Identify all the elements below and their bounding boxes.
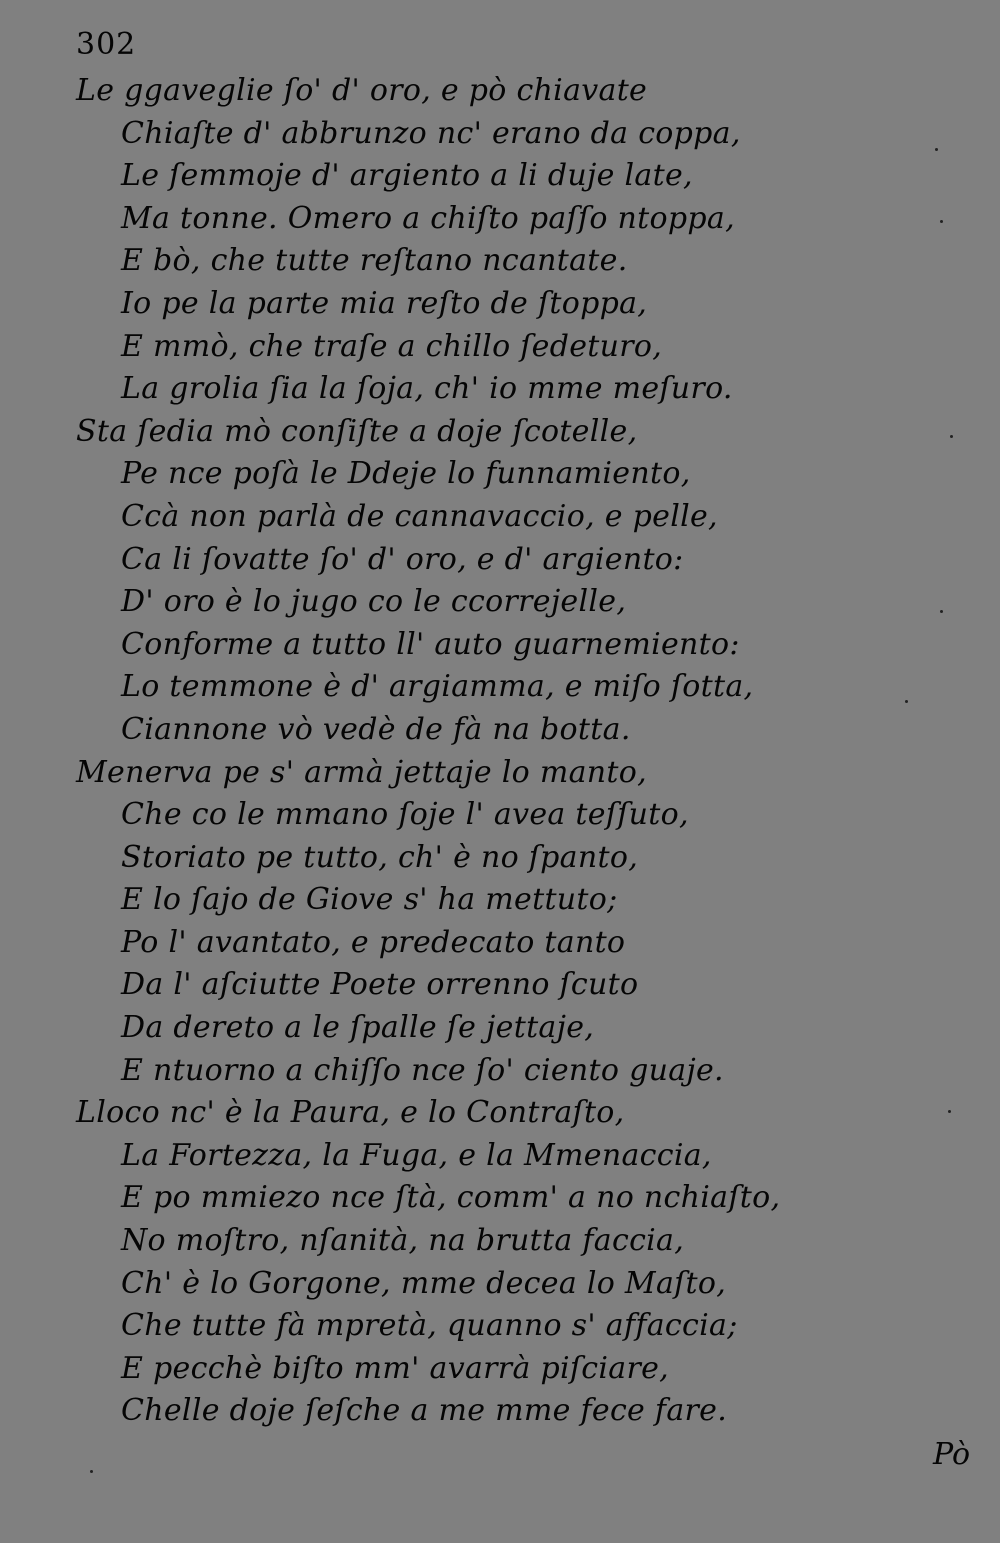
poem-line: Ma tonne. Omero a chiſto paſſo ntoppa, [121, 200, 735, 236]
poem-line: Lo temmone è d' argiamma, e miſo ſotta, [121, 669, 754, 705]
poem-line: Le ſemmoje d' argiento a li duje late, [121, 158, 693, 194]
poem-line: Po l' avantato, e predecato tanto [121, 924, 626, 960]
poem-line: La Fortezza, la Fuga, e la Mmenaccia, [121, 1137, 712, 1173]
poem-text [76, 70, 956, 1433]
poem-line: Da l' aſciutte Poete orrenno ſcuto [121, 967, 639, 1003]
poem-line: E lo ſajo de Giove s' ha mettuto; [121, 882, 618, 918]
print-speck [940, 220, 943, 223]
poem-line: Ch' è lo Gorgone, mme decea lo Maſto, [121, 1265, 727, 1301]
catchword: Pò [932, 1437, 970, 1472]
poem-line: Lloco nc' è la Paura, e lo Contraſto, [76, 1095, 625, 1131]
poem-line: Chelle doje ſeſche a me mme fece fare. [121, 1393, 728, 1429]
print-speck [935, 148, 938, 151]
poem-line: Pe nce poſà le Ddeje lo funnamiento, [121, 456, 691, 492]
poem-line: E bò, che tutte reſtano ncantate. [121, 243, 628, 279]
poem-line: E pecchè biſto mm' avarrà piſciare, [121, 1350, 669, 1386]
poem-line: E po mmiezo nce ſtà, comm' a no nchiaſto, [121, 1180, 781, 1216]
poem-line: Ccà non parlà de cannavaccio, e pelle, [121, 498, 718, 534]
poem-line: Io pe la parte mia reſto de ſtoppa, [121, 285, 648, 321]
poem-line: Che co le mmano ſoje l' avea teſſuto, [121, 797, 689, 833]
print-speck [940, 610, 943, 613]
page-number: 302 [76, 27, 137, 62]
poem-line: E mmò, che traſe a chillo ſedeturo, [121, 328, 663, 364]
poem-line: Sta ſedia mò conſiſte a doje ſcotelle, [76, 413, 638, 449]
poem-line: Da dereto a le ſpalle ſe jettaje, [121, 1010, 595, 1046]
print-speck [905, 700, 908, 703]
poem-line: Le ggaveglie ſo' d' oro, e pò chiavate [76, 73, 648, 108]
print-speck [90, 1470, 93, 1473]
print-speck [950, 435, 953, 438]
poem-line: Che tutte fà mpretà, quanno s' affaccia; [121, 1308, 738, 1344]
poem-line: Conforme a tutto ll' auto guarnemiento: [121, 626, 740, 662]
poem-line: Ciannone vò vedè de fà na botta. [121, 711, 631, 747]
poem-line: Ca li ſovatte ſo' d' oro, e d' argiento: [121, 541, 684, 577]
poem-line: La grolia ſia la ſoja, ch' io mme meſuro. [121, 371, 733, 407]
poem-line: Menerva pe s' armà jettaje lo manto, [76, 754, 647, 790]
poem-line: No moſtro, nſanità, na brutta faccia, [121, 1223, 685, 1259]
poem-line: E ntuorno a chiſſo nce ſo' ciento guaje. [121, 1052, 724, 1088]
poem-line: D' oro è lo jugo co le ccorrejelle, [121, 584, 627, 620]
poem-line: Chiaſte d' abbrunzo nc' erano da coppa, [121, 115, 741, 151]
poem-line: Storiato pe tutto, ch' è no ſpanto, [121, 839, 639, 875]
print-speck [948, 1110, 951, 1113]
